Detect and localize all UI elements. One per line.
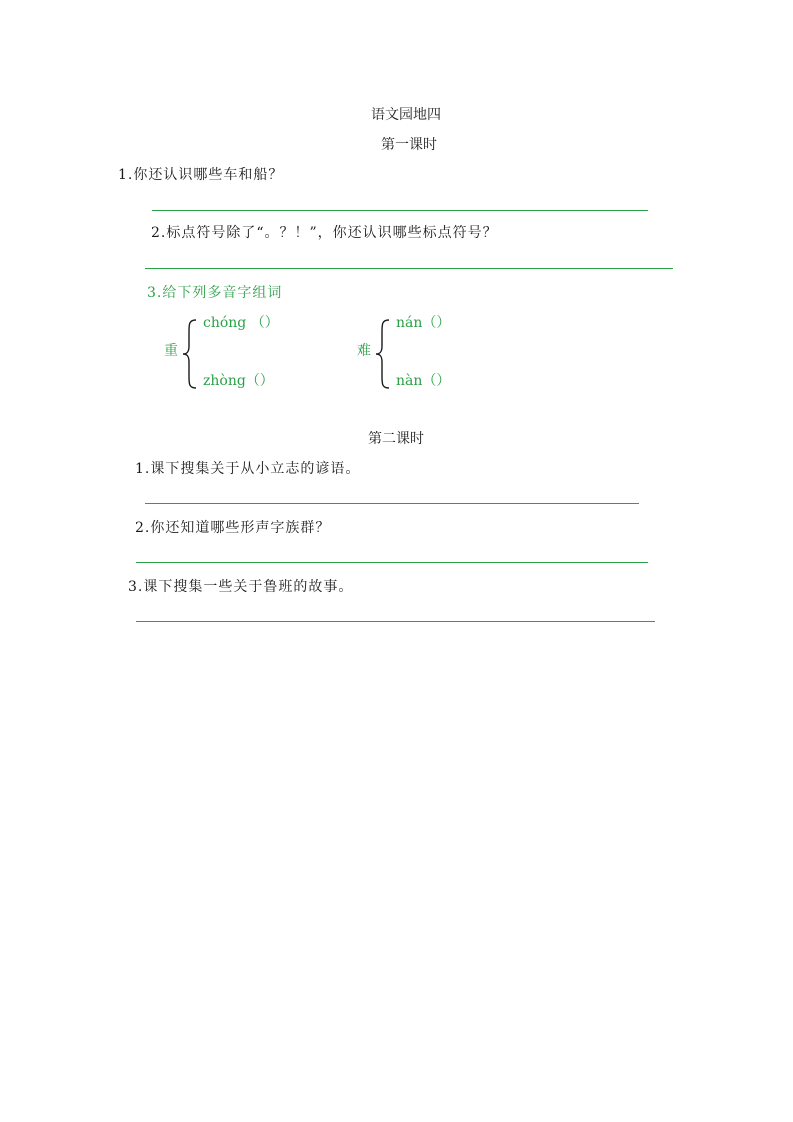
answer-line-2-2[interactable] bbox=[136, 562, 648, 563]
polyphone-char-2: 难 bbox=[357, 343, 371, 359]
answer-line-1-2[interactable] bbox=[145, 268, 673, 269]
brace-icon bbox=[375, 318, 391, 390]
answer-line-2-1[interactable] bbox=[145, 503, 639, 504]
pinyin-nan4: nàn（） bbox=[396, 373, 451, 389]
polyphone-char-1: 重 bbox=[164, 343, 178, 359]
question-2-2: 2.你还知道哪些形声字族群？ bbox=[135, 520, 331, 536]
question-2-1: 1.课下搜集关于从小立志的谚语。 bbox=[135, 461, 361, 477]
lesson-1-heading: 第一课时 bbox=[381, 137, 437, 153]
pinyin-chong: chóng （） bbox=[203, 315, 279, 331]
question-1-2: 2.标点符号除了“。？！”，你还认识哪些标点符号？ bbox=[151, 225, 498, 241]
question-1-1: 1.你还认识哪些车和船？ bbox=[118, 167, 284, 183]
answer-line-2-3[interactable] bbox=[136, 621, 655, 622]
question-2-3: 3.课下搜集一些关于鲁班的故事。 bbox=[128, 579, 354, 595]
page-title: 语文园地四 bbox=[371, 107, 441, 123]
question-1-3: 3.给下列多音字组词 bbox=[147, 285, 283, 301]
pinyin-nan2: nán（） bbox=[396, 315, 451, 331]
lesson-2-heading: 第二课时 bbox=[368, 431, 424, 447]
pinyin-zhong: zhòng（） bbox=[203, 373, 274, 389]
brace-icon bbox=[182, 318, 198, 390]
answer-line-1-1[interactable] bbox=[152, 210, 648, 211]
